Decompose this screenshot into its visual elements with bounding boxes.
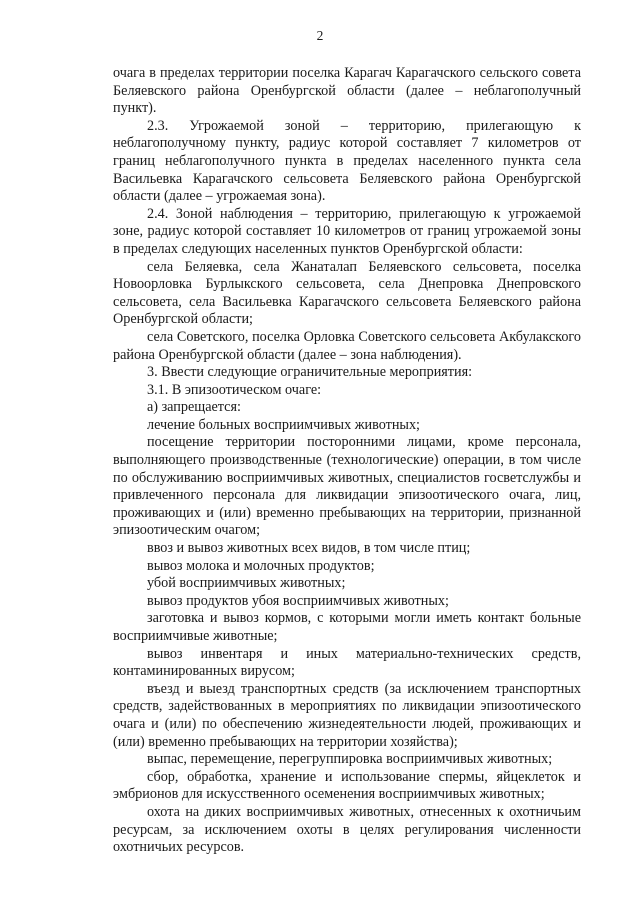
- list-item-vehicles: въезд и выезд транспортных средств (за исключением транспортных средств, задействованных в мероприятиях по ликвидации эпизоотического очага и (или) по обеспечению жизнедеятельности людей, проживающих и (или) временно пребывающих на территории хозяйства);: [113, 680, 581, 750]
- list-item-milk-export: вывоз молока и молочных продуктов;: [147, 557, 375, 574]
- list-item-hunting: охота на диких восприимчивых животных, отнесенных к охотничьим ресурсам, за исключением охоты в целях регулирования численности охотничьих ресурсов.: [113, 803, 581, 856]
- paragraph-3-restrictions: 3. Ввести следующие ограничительные мероприятия:: [147, 364, 473, 381]
- paragraph-2-4-observation-zone: 2.4. Зоной наблюдения – территорию, прилегающую к угрожаемой зоне, радиус которой составляет 10 километров от границ угрожаемой зоны в пределах следующих населенных пунктов Оренбургской области:: [113, 205, 581, 257]
- document-body: [113, 65, 581, 857]
- list-item-grazing: выпас, перемещение, перегруппировка восприимчивых животных;: [147, 751, 553, 768]
- paragraph-settlements-akbulaksky: села Советского, поселка Орловка Советского сельсовета Акбулакского района Оренбургской области (далее – зона наблюдения).: [113, 328, 581, 363]
- list-item-inventory: вывоз инвентаря и иных материально-технических средств, контаминированных вирусом;: [113, 645, 581, 680]
- list-item-visits: посещение территории посторонними лицами, кроме персонала, выполняющего производственные (технологические) операции, в том числе по обслуживанию восприимчивых животных, специалистов госветслужбы и привлеченного персонала для ликвидации эпизоотического очага, лиц, проживающих и (или) временно пребывающих на территории, признанной эпизоотическим очагом;: [113, 434, 581, 539]
- list-item-treatment: лечение больных восприимчивых животных;: [147, 416, 420, 433]
- paragraph-continuation: очага в пределах территории поселка Карагач Карагачского сельского совета Беляевского района Оренбургской области (далее – неблагополучный пункт).: [113, 65, 581, 117]
- paragraph-2-3-threatened-zone: 2.3. Угрожаемой зоной – территорию, прилегающую к неблагополучному пункту, радиус которой составляет 7 километров от границ неблагополучного пункта в пределах населенного пункта села Васильевка Карагачского сельсовета Беляевского района Оренбургской области (далее – угрожаемая зона).: [113, 117, 581, 205]
- list-item-slaughter-products: вывоз продуктов убоя восприимчивых животных;: [147, 592, 449, 609]
- list-item-semen: сбор, обработка, хранение и использование спермы, яйцеклеток и эмбрионов для искусственного осеменения восприимчивых животных;: [113, 768, 581, 803]
- list-item-animal-import-export: ввоз и вывоз животных всех видов, в том числе птиц;: [147, 540, 471, 557]
- paragraph-3-1-focus: 3.1. В эпизоотическом очаге:: [147, 381, 322, 398]
- paragraph-settlements-beliaevsky: села Беляевка, села Жанаталап Беляевского сельсовета, поселка Новоорловка Бурлыкского сельсовета, села Днепровка Днепровского сельсовета, села Васильевка Карагачского сельсовета Беляевского района Оренбургской области;: [113, 258, 581, 328]
- list-item-slaughter: убой восприимчивых животных;: [147, 575, 346, 592]
- page-number: 2: [316, 28, 324, 43]
- paragraph-a-prohibited: а) запрещается:: [147, 399, 241, 416]
- list-item-feed: заготовка и вывоз кормов, с которыми могли иметь контакт больные восприимчивые животные;: [113, 610, 581, 644]
